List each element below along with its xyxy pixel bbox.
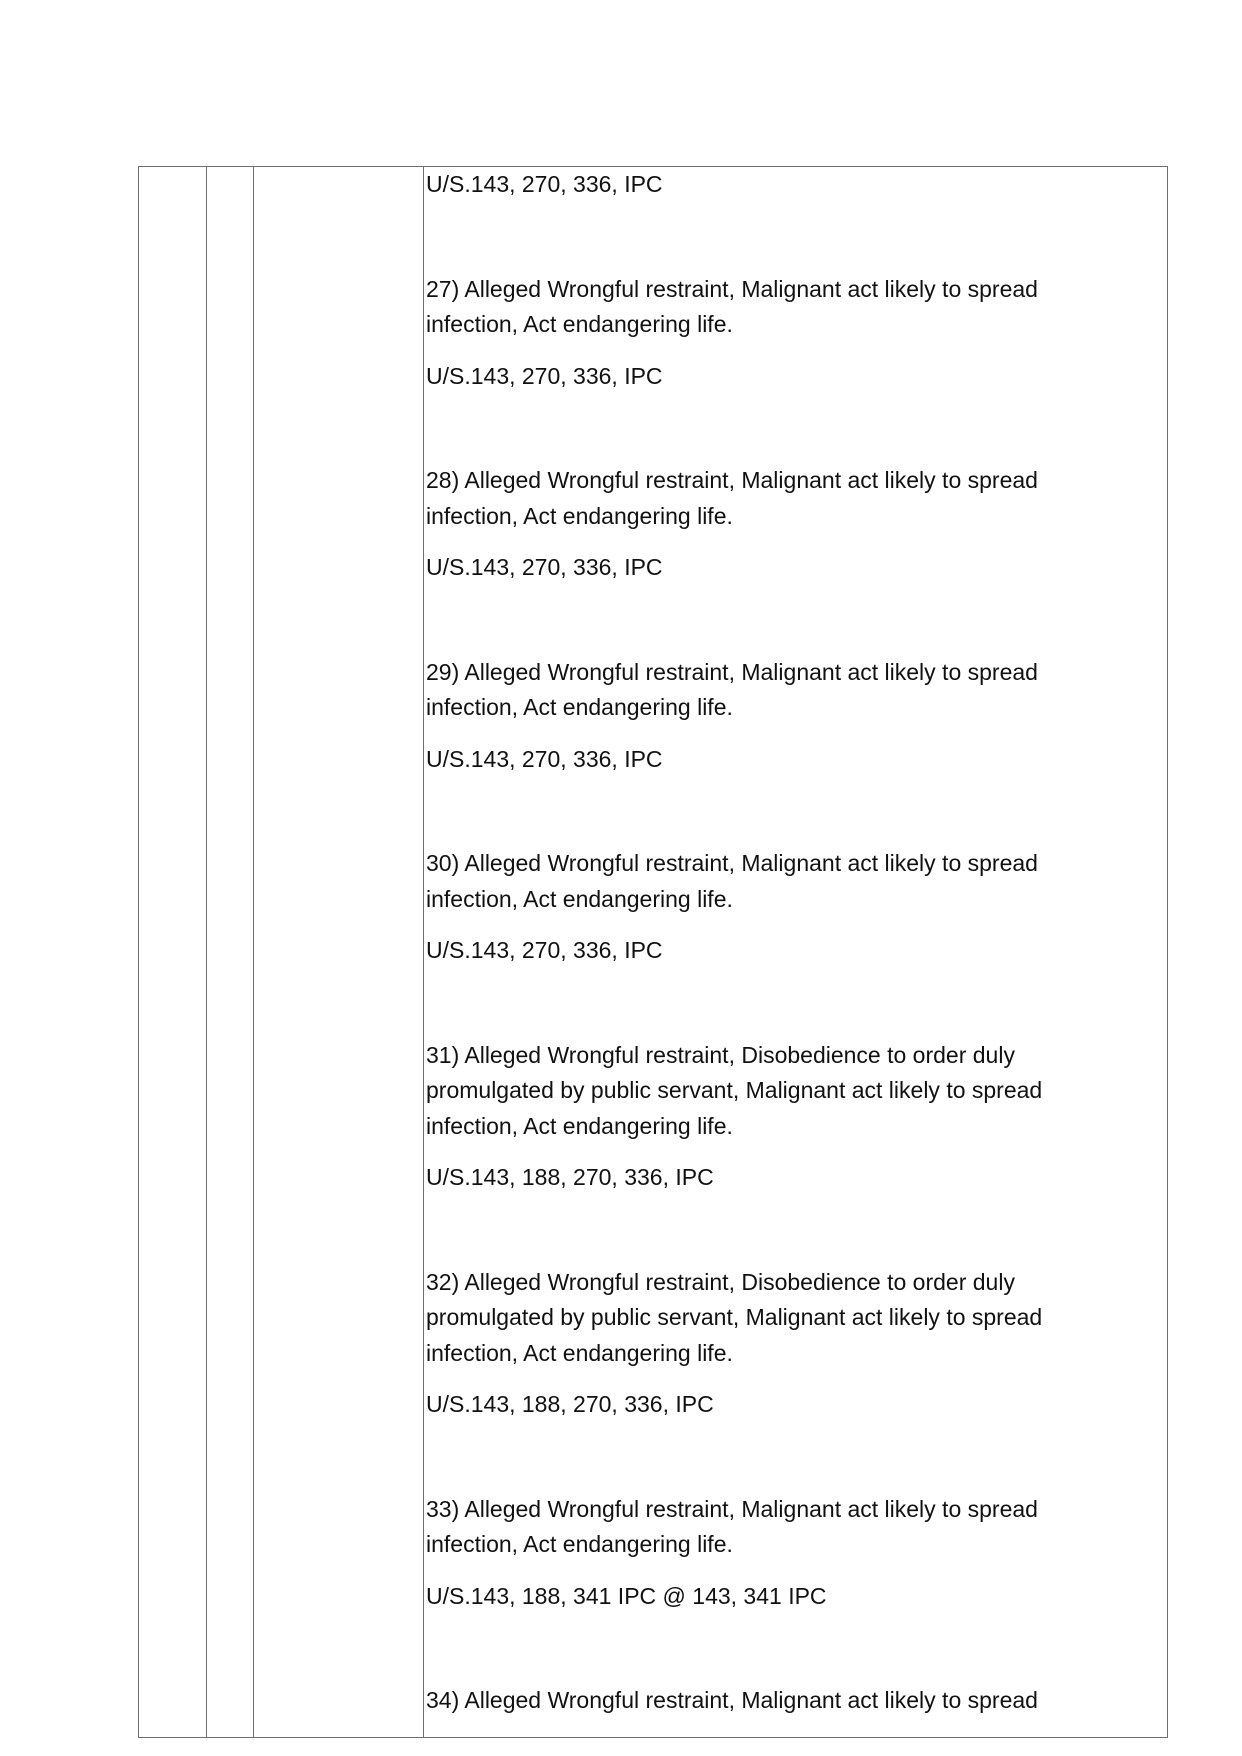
offence-details-cell (426, 167, 1107, 1737)
section-text: U/S.143, 270, 336, IPC (426, 745, 663, 772)
column-divider (253, 167, 254, 1737)
section-text: U/S.143, 270, 336, IPC (426, 171, 663, 197)
document-table (138, 166, 1168, 1738)
offence-description: 27) Alleged Wrongful restraint, Malignant act likely to spread infection, Act endangering life. (426, 275, 1038, 337)
section-text: U/S.143, 188, 270, 336, IPC (426, 1164, 714, 1190)
list-item (426, 1265, 1107, 1423)
offence-description: 34) Alleged Wrongful restraint, Malignant act likely to spread (426, 1687, 1038, 1713)
section-text: U/S.143, 188, 270, 336, IPC (426, 1391, 714, 1417)
section-text: U/S.143, 270, 336, IPC (426, 937, 663, 963)
list-item (426, 1683, 1107, 1719)
section-text: U/S.143, 270, 336, IPC (426, 554, 663, 580)
offence-description: 30) Alleged Wrongful restraint, Malignant act likely to spread infection, Act endangering life. (426, 850, 1038, 912)
offence-description: 29) Alleged Wrongful restraint, Malignant act likely to spread infection, Act endangering life. (426, 658, 1038, 720)
list-item (426, 1038, 1107, 1196)
offence-description: 33) Alleged Wrongful restraint, Malignant act likely to spread infection, Act endangering life. (426, 1495, 1038, 1557)
offence-description: 31) Alleged Wrongful restraint, Disobedience to order duly promulgated by public servant, Malignant act likely to spread infection, Act endangering life. (426, 1041, 1043, 1139)
column-divider (423, 167, 424, 1737)
list-item (426, 655, 1107, 778)
section-text: U/S.143, 188, 341 IPC @ 143, 341 IPC (426, 1582, 827, 1609)
column-divider (206, 167, 207, 1737)
section-text: U/S.143, 270, 336, IPC (426, 362, 663, 389)
list-item (426, 272, 1107, 395)
offence-description: 32) Alleged Wrongful restraint, Disobedience to order duly promulgated by public servant, Malignant act likely to spread infection, Act endangering life. (426, 1268, 1043, 1366)
list-item (426, 463, 1107, 586)
offence-description: 28) Alleged Wrongful restraint, Malignant act likely to spread infection, Act endangering life. (426, 467, 1038, 529)
list-item (426, 846, 1107, 969)
list-item (426, 1492, 1107, 1615)
